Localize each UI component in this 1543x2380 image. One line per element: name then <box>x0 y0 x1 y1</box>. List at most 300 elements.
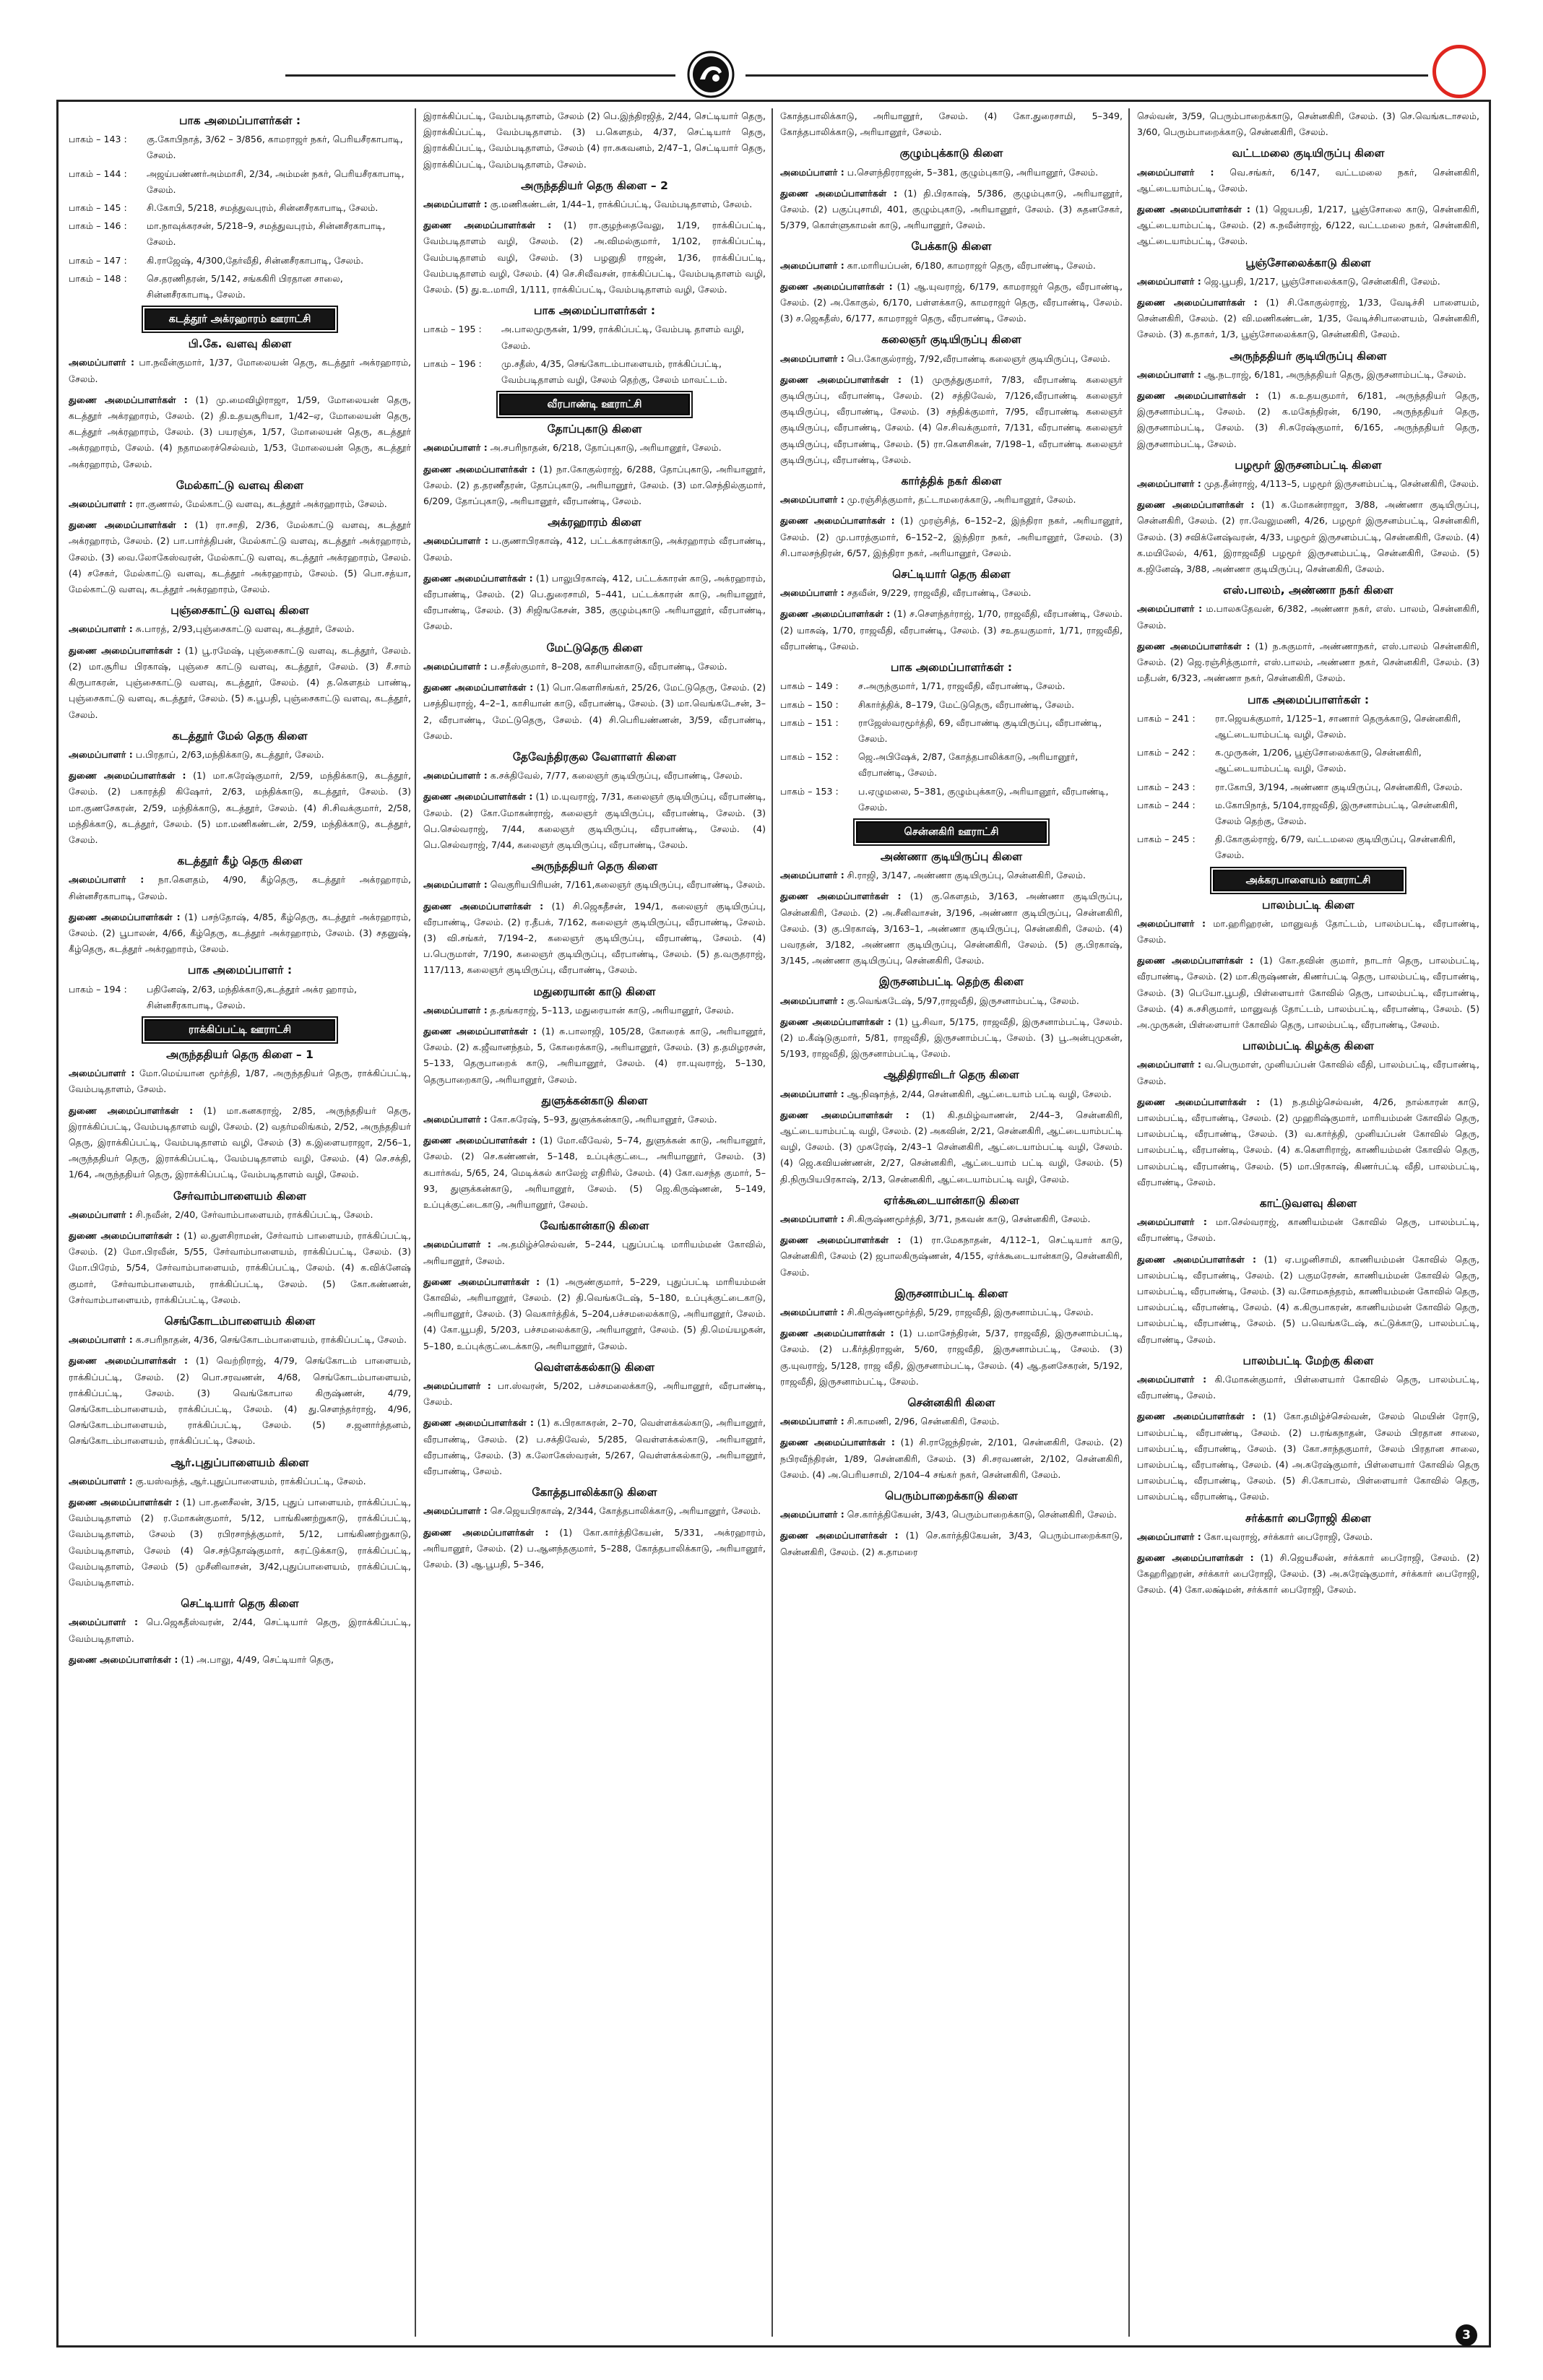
entry-text: (1) முரஞ்சித், 6–152–2, இந்திரா நகர், அரியானூர், சேலம். (2) மு.பாரத்குமார், 6–152–2, இந்திரா நகர், அரியானூர், சேலம். (3) சி.பாலசந்திரன், 6/57, இந்திரா நகர், அரியானூர், சேலம். <box>780 515 1123 558</box>
entry-text: (1) செ.கார்த்திகேயன், 3/43, பெரும்பாறைக்காடு, சென்னகிரி, சேலம். (2) க.தாமரை <box>780 1530 1123 1557</box>
entry-paragraph <box>780 1304 1123 1320</box>
entry-text: செ.ஜெயபிரகாஷ், 2/344, கோத்தபாலிக்காடு, அரியானூர், சேலம். <box>490 1505 761 1517</box>
booth-row <box>780 784 1123 815</box>
entry-paragraph <box>1137 108 1479 140</box>
entry-paragraph <box>423 108 766 173</box>
role-label: துணை அமைப்பாளர்கள் : <box>780 280 893 292</box>
role-label: துணை அமைப்பாளர்கள் : <box>423 463 535 475</box>
booth-row <box>780 715 1123 747</box>
entry-text: மா.ஹரிஹரன், மானுவத் தோட்டம், பாலம்பட்டி, வீரபாண்டி, சேலம். <box>1137 917 1479 945</box>
entry-text: (1) பா.தனசீலன், 3/15, புதுப் பாளையம், ராக்கிப்பட்டி, வேம்படிதாளம் (2) ர.மோகன்குமார், 5/12, பாங்கிணற்றுகாடு, ராக்கிப்பட்டி, வேம்படிதாளம், சேலம் (3) ரபிரசாந்த்குமார், 5/12, பாங்கிணற்றுகாடு, வேம்படிதாளம், சேலம் (4) செ.சந்தோஷ்குமார், சுரட்டுக்காடு, ராக்கிப்பட்டி, வேம்படிதாளம், சேலம் (5) முசீனிவாசன், 3/42,புதுப்பாளையம், ராக்கிப்பட்டி, வேம்படிதாளம். <box>69 1497 411 1588</box>
entry-text: (1) பொ.கௌரிசங்கர், 25/26, மேட்டுதெரு, சேலம். (2) பசத்தியராஜ், 4–2–1, காசியான் காடு, வீரபாண்டி, சேலம். (3) மா.வெங்கடேசன், 3–2, வீரபாண்டி, மேட்டுதெரு, சேலம். (4) சி.பெரியண்ணன், 3/59, வீரபாண்டி, சேலம். <box>423 682 766 741</box>
section-heading: கடத்தூர் கீழ் தெரு கிளை <box>177 854 303 868</box>
entry-paragraph <box>423 877 766 893</box>
role-label: அமைப்பாளர் : <box>423 1380 491 1392</box>
section-heading: காட்டுவளவு கிளை <box>1259 1196 1357 1210</box>
section-heading: அருந்ததியர் தெரு கிளை <box>531 860 658 873</box>
booth-number: பாகம் – 195 : <box>423 324 482 335</box>
column-3 <box>780 108 1123 2337</box>
entry-text: (1) சி.கோகுல்ராஜ், 1/33, வேடிச்சி பாளையம், சென்னகிரி, சேலம். (2) வி.மணிகண்டன், 1/35, வேடிச்சிபாளையம், சென்னகிரி, சேலம். (3) க.தாகர், 1/3, பூஞ்சோலைக்காடு, சென்னகிரி, சேலம். <box>1137 297 1479 340</box>
entry-text: ஆ.நிஷாந்த், 2/44, சென்னகிரி, ஆட்டையாம் பட்டி வழி, சேலம். <box>847 1088 1112 1099</box>
entry-paragraph <box>69 1474 411 1489</box>
entry-paragraph <box>1137 1408 1479 1505</box>
booth-organizer: தி.கோகுல்ராஜ், 6/79, வட்டமலை குடியிருப்பு, சென்னகிரி, சேலம். <box>1215 834 1456 861</box>
entry-paragraph <box>69 872 411 904</box>
entry-text: (1) பூ.சிவா, 5/175, ராஜவீதி, இருசனாம்பட்டி, சேலம். (2) ம.கீஷ்டுகுமார், 5/81, ராஜவீதி, இருசனாம்பட்டி, சேலம். (3) பூ.அன்புமுகன், 5/193, ராஜவீதி, இருசனாம்பட்டி, சேலம். <box>780 1016 1123 1060</box>
entry-paragraph <box>1137 367 1479 383</box>
red-circle-icon <box>1432 45 1486 98</box>
entry-text: பெ.ஜெகதீஸ்வரன், 2/44, செட்டியார் தெரு, இராக்கிப்பட்டி, வேம்படிதாளம். <box>69 1617 411 1644</box>
entry-paragraph <box>423 680 766 744</box>
panchayat-banner: அக்கரபாளையம் ஊராட்சி <box>1213 870 1404 891</box>
role-label: துணை அமைப்பாளர்கள் : <box>69 911 181 922</box>
role-label: அமைப்பாளர் : <box>423 535 488 547</box>
header-rule-left <box>285 74 675 77</box>
entry-paragraph <box>780 165 1123 181</box>
section-heading: பெரும்பாறைக்காடு கிளை <box>885 1489 1018 1503</box>
entry-paragraph <box>780 492 1123 508</box>
entry-paragraph <box>423 196 766 212</box>
entry-text: (1) ரா.சாதி, 2/36, மேல்காட்டு வளவு, கடத்தூர் அக்ரஹாரம், சேலம். (2) பா.பார்த்திபன், மேல்காட்டு வளவு, கடத்தூர் அக்ரஹாரம், சேலம். (3) வை.லோகேஸ்வரன், மேல்காட்டு வளவு, கடத்தூர் அக்ரஹாரம், சேலம். (4) சசேகர், மேல்காட்டு வளவு, கடத்தூர் அக்ரஹாரம், சேலம். (5) பொ.சத்யா, மேல்காட்டு வளவு, கடத்தூர் அக்ரஹாரம், சேலம். <box>69 519 411 595</box>
entry-text: வெ.சங்கர், 6/147, வட்டமலை நகர், சென்னகிரி, ஆட்டையாம்பட்டி, சேலம். <box>1137 166 1479 194</box>
booth-row <box>1137 745 1479 776</box>
entry-paragraph <box>780 108 1123 140</box>
booth-organizer: அஜய்பண்ணர்அம்மாசி, 2/34, அம்மன் நகர், பெரியசீரகாபாடி, சேலம். <box>147 168 405 195</box>
role-label: துணை அமைப்பாளர்கள் : <box>69 1653 178 1665</box>
entry-text: ப.சதீஸ்குமார், 8–208, காசியான்காடு, வீரபாண்டி, சேலம். <box>490 660 727 672</box>
booth-number: பாகம் – 152 : <box>780 751 839 763</box>
booth-organizer: செ.தரணிதரன், 5/142, சங்ககிரி பிரதான சாலை, சின்னசீரகாபாடி, சேலம். <box>147 272 343 300</box>
section-heading: எஸ்.பாலம், அண்ணா நகர் கிளை <box>1223 584 1393 597</box>
entry-paragraph <box>780 585 1123 601</box>
entry-paragraph <box>69 1207 411 1223</box>
role-label: அமைப்பாளர் : <box>423 770 488 782</box>
panchayat-banner: கடத்தூர் அக்ரஹாரம் ஊராட்சி <box>144 308 335 330</box>
entry-text: (1) நா.கோகுல்ராஜ், 6/288, தோப்புகாடு, அரியானூர், சேலம். (2) த.தரணீதரன், தோப்புகாடு, அரியானூர், சேலம். (3) மா.செந்தில்குமார், 6/209, தோப்புகாடு, அரியானூர், வீரபாண்டி, சேலம். <box>423 463 766 507</box>
entry-paragraph <box>69 496 411 512</box>
entry-text: (1) க.உதயகுமார், 6/181, அருந்ததியர் தெரு, இருசனாம்பட்டி, சேலம். (2) க.மகேந்திரன், 6/190, அருந்ததியர் தெரு, இருசனாம்பட்டி, சேலம். (3) சி.சுரேஷ்குமார், 6/165, அருந்ததியர் தெரு, இருசனாம்பட்டி, சேலம். <box>1137 390 1479 449</box>
section-heading: கலைஞர் குடியிருப்பு கிளை <box>881 333 1021 347</box>
entry-text: ப.குணாபிரகாஷ், 412, பட்டக்காரன்காடு, அக்ரஹாரம் வீரபாண்டி, சேலம். <box>423 535 766 563</box>
section-heading: கோத்தபாலிக்காடு கிளை <box>532 1486 657 1500</box>
role-label: அமைப்பாளர் : <box>780 1307 844 1317</box>
entry-text: (1) கோ.கார்த்திகேயன், 5/331, அக்ரஹாரம், அரியானூர், சேலம். (2) ப.ஆனந்தகுமார், 5–288, கோத்தபாலிக்காடு, அரியானூர், சேலம். (3) ஆ.பூபதி, 5–346, <box>423 1526 766 1570</box>
section-heading: பாக அமைப்பாளர்கள் : <box>533 304 656 318</box>
entry-text: செ.கார்த்திகேயன், 3/43, பெரும்பாறைக்காடு, சென்னகிரி, சேலம். <box>847 1509 1118 1520</box>
booth-organizer: ரா.ஜெயக்குமார், 1/125–1, சாணார் தெருக்காடு, சென்னகிரி, ஆட்டையாம்பட்டி வழி, சேலம். <box>1215 712 1461 740</box>
entry-text: சதவீன், 9/229, ராஜவீதி, வீரபாண்டி, சேலம். <box>847 587 1032 599</box>
section-heading: இருசனம்பட்டி தெற்கு கிளை <box>878 975 1024 989</box>
entry-text: க.சக்திவேல், 7/77, கலைஞர் குடியிருப்பு, வீரபாண்டி, சேலம். <box>490 770 743 782</box>
role-label: அமைப்பாளர் : <box>423 879 488 891</box>
panchayat-banner: வீரபாண்டி ஊராட்சி <box>499 394 690 415</box>
role-label: அமைப்பாளர் : <box>780 1509 844 1520</box>
entry-text: (1) ந.சுகுமார், அண்ணாநகர், எஸ்.பாலம் சென்னகிரி, சேலம். (2) ஜெ.ரஞ்சித்குமார், எஸ்.பாலம், அண்ணா நகர், சென்னகிரி, சேலம். (3) மதீபன், 6/323, அண்ணா நகர், சென்னகிரி, சேலம். <box>1137 640 1479 684</box>
entry-paragraph <box>1137 1057 1479 1089</box>
entry-paragraph <box>1137 497 1479 577</box>
entry-text: மு.ரஞ்சித்குமார், தட்டாமரைக்காடு, அரியானூர், சேலம். <box>847 494 1076 506</box>
booth-row <box>1137 711 1479 743</box>
entry-text: பெ.கோகுல்ராஜ், 7/92,வீரபாண்டி கலைஞர் குடியிருப்பு, சேலம். <box>847 352 1111 364</box>
booth-number: பாகம் – 241 : <box>1137 712 1196 724</box>
role-label: துணை அமைப்பாளர்கள் : <box>423 1135 536 1146</box>
role-label: அமைப்பாளர் : <box>69 748 133 760</box>
entry-paragraph <box>780 279 1123 327</box>
booth-organizer: அ.பாலமுருகன், 1/99, ராக்கிப்பட்டி, வேம்படி தாளம் வழி, சேலம். <box>501 324 745 351</box>
booth-organizer: ராஜேஸ்வரமூர்த்தி, 69, வீரபாண்டி குடியிருப்பு, வீரபாண்டி, சேலம். <box>858 717 1102 744</box>
entry-text: (1) கு.கௌதம், 3/163, அண்ணா குடியிருப்பு, சென்னகிரி, சேலம். (2) அ.சீனிவாசன், 3/196, அண்ணா குடியிருப்பு, சென்னகிரி, சேலம். (3) கு.பிரகாஷ், 3/163–1, அண்ணா குடியிருப்பு, சென்னகிரி, சேலம். (4) பவரதன், 3/182, அண்ணா குடியிருப்பு, சென்னகிரி, சேலம். (5) கு.பிரகாஷ், 3/145, அண்ணா குடியிருப்பு, சென்னகிரி, சேலம். <box>780 891 1123 966</box>
entry-paragraph <box>780 867 1123 883</box>
entry-text: சி.காமணி, 2/96, சென்னகிரி, சேலம். <box>847 1416 1000 1427</box>
entry-text: (1) கி.தமிழ்வாணன், 2/44–3, சென்னகிரி, ஆட்டையாம்பட்டி வழி, சேலம். (2) அகவின், 2/21, சென்னகிரி, ஆட்டையாம்பட்டி வழி, சேலம். (3) முசுரேஷ், 2/43–1 சென்னகிரி, ஆட்டையாம்பட்டி வழி, சேலம். (4) ஜெ.கவியண்ணன், 2/27, சென்னகிரி, ஆட்டையாம் பட்டி வழி, சேலம். (5) தி.நிருபியபிரகாஷ், 2/13, சென்னகிரி, ஆட்டையாம்பட்டி வழி, சேலம். <box>780 1109 1123 1185</box>
entry-paragraph <box>423 768 766 784</box>
booth-organizer: கு.கோபிநாத், 3/62 – 3/856, காமராஜர் நகர், பெரியசீரகாபாடி, சேலம். <box>147 134 403 161</box>
role-label: துணை அமைப்பாளர்கள் : <box>69 519 188 531</box>
entry-paragraph <box>1137 1372 1479 1403</box>
entry-text: முத.தீன்ராஜ், 4/113–5, பழமூர் இருசனம்பட்டி, சென்னகிரி, சேலம். <box>1203 478 1479 490</box>
entry-paragraph <box>1137 1094 1479 1190</box>
entry-paragraph <box>423 571 766 635</box>
entry-text: செல்வன், 3/59, பெரும்பாறைக்காடு, சென்னகிரி, சேலம். (3) செ.வெங்கடாசலம், 3/60, பெரும்பாறைக்காடு, சென்னகிரி, சேலம். <box>1137 111 1479 138</box>
booth-organizer: சி.கோபி, 5/218, சமத்துவபுரம், சின்னசீரகாபாடி, சேலம். <box>147 202 379 214</box>
entry-text: கு.மணிகண்டன், 1/44–1, ராக்கிப்பட்டி, வேம்படிதாளம், சேலம். <box>490 199 753 210</box>
entry-text: சி.ராஜி, 3/147, அண்ணா குடியிருப்பு, சென்னகிரி, சேலம். <box>847 870 1086 881</box>
role-label: அமைப்பாளர் : <box>1137 275 1201 287</box>
entry-paragraph <box>1137 1252 1479 1348</box>
entry-paragraph <box>780 1325 1123 1390</box>
entry-text: மோ.மெய்யான மூர்த்தி, 1/87, அருந்ததியர் தெரு, ராக்கிப்பட்டி, வேம்படிதாளம், சேலம். <box>69 1068 411 1095</box>
role-label: துணை அமைப்பாளர்கள் : <box>423 220 552 231</box>
party-emblem-icon <box>687 51 735 98</box>
entry-text: (1) பாலுபிரகாஷ், 412, பட்டக்காரன் காடு, அக்ரஹாரம், வீரபாண்டி, சேலம். (2) பெ.துரைசாமி, 5–441, பட்டக்காரன் காடு, அரியானூர், வீரபாண்டி, சேலம். (3) சிஜிஙகேசன், 385, குழும்புகாடு அரியானூர், வீரபாண்டி, சேலம். <box>423 572 766 632</box>
role-label: அமைப்பாளர் : <box>780 1213 844 1224</box>
section-heading: தேவேந்திரகுல வேளாளர் கிளை <box>512 750 677 763</box>
entry-text: (1) பசந்தோஷ், 4/85, கீழ்தெரு, கடத்தூர் அக்ரஹாரம், சேலம். (2) பூபாலன், 4/66, கீழ்தெரு, கடத்தூர் அக்ரஹாரம், சேலம். (3) சதனுஷ், கீழ்தெரு, கடத்தூர் அக்ரஹாரம், சேலம். <box>69 911 411 955</box>
entry-text: சி.கிருஷ்ணமூர்த்தி, 5/29, ராஜவீதி, இருசனாம்பட்டி, சேலம். <box>847 1307 1094 1317</box>
role-label: அமைப்பாளர் : <box>423 1239 491 1250</box>
entry-text: ஜெ.பூபதி, 1/217, பூஞ்சோலைக்காடு, சென்னகிரி, சேலம். <box>1203 275 1440 287</box>
role-label: துணை அமைப்பாளர்கள் : <box>1137 1552 1254 1564</box>
entry-paragraph <box>423 1274 766 1354</box>
section-heading: பேக்காடு கிளை <box>911 240 992 254</box>
entry-paragraph <box>780 186 1123 234</box>
section-heading: சர்க்கார் பைரோஜி கிளை <box>1245 1511 1371 1525</box>
entry-paragraph <box>423 1003 766 1018</box>
entry-paragraph <box>423 440 766 456</box>
entry-text: வெகுரியபிரியன், 7/161,கலைஞர் குடியிருப்பு, வீரபாண்டி, சேலம். <box>490 879 766 891</box>
entry-text: சி.நவீன், 2/40, சேர்வாம்பாளையம், ராக்கிப்பட்டி, சேலம். <box>135 1208 373 1220</box>
section-heading: மதுரையான் காடு கிளை <box>533 985 656 998</box>
column-2 <box>423 108 766 2337</box>
entry-paragraph <box>780 606 1123 654</box>
booth-number: பாகம் – 244 : <box>1137 799 1196 810</box>
role-label: துணை அமைப்பாளர்கள் : <box>780 187 897 199</box>
section-heading: பழமூர் இருசனம்பட்டி கிளை <box>1235 458 1382 472</box>
role-label: அமைப்பாளர் : <box>780 995 844 1006</box>
booth-organizer: க.முருகன், 1/206, பூஞ்சோலைக்காடு, சென்னகிரி, ஆட்டையாம்பட்டி வழி, சேலம். <box>1215 747 1422 774</box>
entry-text: (1) சு.பாலாஜி, 105/28, கோரைக் காடு, அரியானூர், சேலம். (2) க.ஜீவானந்தம், 5, கோரைக்காடு, அரியானூர், சேலம். (3) த.தமிழரசன், 5–133, தெருபாறைக் காடு, அரியானூர், சேலம். (4) ரா.யுவராஜ், 5–130, தெருபாறைகாடு, அரியானூர், சேலம். <box>423 1025 766 1085</box>
role-label: அமைப்பாளர் : <box>69 1068 135 1079</box>
booth-row <box>69 253 411 269</box>
role-label: துணை அமைப்பாளர்கள் : <box>69 1497 179 1508</box>
entry-text: (1) ச.சௌந்தர்ராஜ், 1/70, ராஜவீதி, வீரபாண்டி, சேலம். (2) யாசுஷ், 1/70, ராஜவீதி, வீரபாண்டி, சேலம். (3) சஉதயகுமார், 1/71, ராஜவீதி, வீரபாண்டி, சேலம். <box>780 608 1123 652</box>
entry-text: வ.பெருமாள், முனியப்பன் கோவில் வீதி, பாலம்பட்டி, வீரபாண்டி, சேலம். <box>1137 1059 1479 1086</box>
entry-paragraph <box>69 747 411 763</box>
entry-paragraph <box>1137 1550 1479 1598</box>
booth-row <box>69 982 411 1013</box>
booth-organizer: மு.சதீஸ், 4/35, செங்கோடம்பாளையம், ராக்கிப்பட்டி, வேம்படிதாளம் வழி, சேலம் தெற்கு, சேலம் மாவட்டம். <box>501 358 727 386</box>
entry-text: (1) ஏ.பழனிசாமி, காணியம்மன் கோவில் தெரு, பாலம்பட்டி, வீரபாண்டி, சேலம். (2) பகுமரேசன், காணியம்மன் கோவில் தெரு, பாலம்பட்டி, வீரபாண்டி, சேலம். (3) வ.சோமசுந்தரம், காணியம்மன் கோவில் தெரு, பாலம்பட்டி, வீரபாண்டி, சேலம். (4) க.கிருபாகரன், காணியம்மன் கோவில் தெரு, பாலம்பட்டி, வீரபாண்டி, சேலம். (5) ப.வெங்கடேஷ், சுட்டுக்காடு, பாலம்பட்டி, வீரபாண்டி, சேலம். <box>1137 1253 1479 1345</box>
section-heading: பாலம்பட்டி மேற்கு கிளை <box>1242 1354 1374 1367</box>
role-label: அமைப்பாளர் : <box>423 199 488 210</box>
role-label: துணை அமைப்பாளர்கள் : <box>1137 1096 1261 1107</box>
role-label: அமைப்பாளர் : <box>780 1416 844 1427</box>
entry-paragraph <box>1137 601 1479 633</box>
role-label: துணை அமைப்பாளர்கள் : <box>69 1104 194 1116</box>
role-label: துணை அமைப்பாளர்கள் : <box>1137 1411 1256 1422</box>
entry-paragraph <box>423 533 766 565</box>
header-rule-right <box>745 74 1428 77</box>
role-label: துணை அமைப்பாளர்கள் : <box>780 373 902 385</box>
role-label: துணை அமைப்பாளர்கள் : <box>1137 955 1254 966</box>
entry-text: (1) ஆ.யுவராஜ், 6/179, காமராஜர் தெரு, வீரபாண்டி, சேலம். (2) அ.கோகுல், 6/170, பள்ளக்காடு, காமராஜர் தெரு, வீரபாண்டி, சேலம். (3) ச.ஜெகதீஸ், 6/177, காமராஜர் தெரு, வீரபாண்டி, சேலம். <box>780 280 1123 324</box>
role-label: அமைப்பாளர் : <box>780 587 844 599</box>
booth-organizer: ச.அருந்குமார், 1/71, ராஜவீதி, வீரபாண்டி, சேலம். <box>858 680 1066 692</box>
entry-paragraph <box>780 351 1123 367</box>
entry-paragraph <box>423 462 766 510</box>
entry-paragraph <box>69 621 411 637</box>
entry-text: நா.கௌதம், 4/90, கீழ்தெரு, கடத்தூர் அக்ரஹாரம், சின்னசீரகாபாடி, சேலம். <box>69 874 411 901</box>
entry-text: ப.பிரதாப், 2/63,மந்திக்காடு, கடத்தூர், சேலம். <box>135 748 324 760</box>
booth-number: பாகம் – 243 : <box>1137 781 1196 792</box>
entry-text: (1) அ.பாலு, 4/49, செட்டியார் தெரு, <box>181 1653 334 1665</box>
panchayat-banner: சென்னகிரி ஊராட்சி <box>856 821 1047 843</box>
booth-row <box>69 271 411 303</box>
entry-text: கா.மாரியப்பன், 6/180, காமராஜர் தெரு, வீரபாண்டி, சேலம். <box>847 259 1096 271</box>
role-label: துணை அமைப்பாளர்கள் : <box>423 791 533 802</box>
entry-text: ம.பாலசுதேவன், 6/382, அண்ணா நகர், எஸ். பாலம், சென்னகிரி, சேலம். <box>1137 603 1479 631</box>
entry-paragraph <box>780 1232 1123 1281</box>
role-label: அமைப்பாளர் : <box>1137 478 1201 490</box>
section-heading: புஞ்சைகாட்டு வளவு கிளை <box>170 604 309 618</box>
role-label: துணை அமைப்பாளர்கள் : <box>780 1016 891 1027</box>
booth-row <box>423 321 766 353</box>
entry-text: (1) ஜெயபதி, 1/217, பூஞ்சோலை காடு, சென்னகிரி, ஆட்டையாம்பட்டி, சேலம். (2) க.நவீன்ராஜ், 6/122, வட்டமலை நகர், சென்னகிரி, ஆட்டையாம்பட்டி, சேலம். <box>1137 204 1479 247</box>
role-label: அமைப்பாளர் : <box>780 259 844 271</box>
entry-text: ஆ.நடராஜ், 6/181, அருந்ததியர் தெரு, இருசனாம்பட்டி, சேலம். <box>1203 368 1466 380</box>
role-label: துணை அமைப்பாளர்கள் : <box>69 1229 180 1241</box>
role-label: துணை அமைப்பாளர்கள் : <box>780 1328 894 1339</box>
role-label: அமைப்பாளர் : <box>780 494 844 506</box>
role-label: துணை அமைப்பாளர்கள் : <box>1137 390 1259 402</box>
section-heading: மேல்காட்டு வளவு கிளை <box>176 478 304 492</box>
entry-paragraph <box>423 1133 766 1213</box>
entry-text: மா.செல்வராஜ், காணியம்மன் கோவில் தெரு, பாலம்பட்டி, வீரபாண்டி, சேலம். <box>1137 1216 1479 1244</box>
column-divider <box>1128 108 1130 2337</box>
entry-paragraph <box>69 1228 411 1308</box>
entry-text: (1) க.பிரகாசுரன், 2–70, வெள்ளக்கல்காடு, அரியானூர், வீரபாண்டி, சேலம். (2) ப.சக்திவேல், 5/285, வெள்ளக்கல்காடு, அரியானூர், வீரபாண்டி, சேலம். (3) க.லோகேஸ்வரன், 5/267, வெள்ளக்கல்காடு, அரியானூர், வீரபாண்டி, சேலம். <box>423 1417 766 1477</box>
role-label: அமைப்பாளர் : <box>1137 368 1201 380</box>
role-label: துணை அமைப்பாளர்கள் : <box>780 1109 909 1120</box>
booth-row <box>1137 779 1479 795</box>
entry-text: கு.வெங்கடேஷ், 5/97,ராஜவீதி, இருசனாம்பட்டி, சேலம். <box>847 995 1079 1006</box>
booth-number: பாகம் – 196 : <box>423 358 482 369</box>
booth-organizer: கி.ராஜேஷ், 4/300,தேர்வீதி, சின்னசீரகாபாடி, சேலம். <box>147 254 364 266</box>
booth-number: பாகம் – 245 : <box>1137 834 1196 845</box>
entry-text: (1) மா.கனகராஜ், 2/85, அருந்ததியர் தெரு, இராக்கிப்பட்டி, வேம்படிதாளம் வழி, சேலம். (2) வதர்மலிங்கம், 2/52, அருந்ததியர் தெரு, இராக்கிப்பட்டி, வேம்படிதாளம் வழி, சேலம் (3) க.இளையராஜா, 2/56–1, அருந்ததியர் தெரு, இராக்கிப்பட்டி, வேம்படிதாளம் வழி, சேலம். (4) செ.சக்தி, 1/64, அருந்ததியர் தெரு, இராக்கிப்பட்டி, வேம்படிதாளம் வழி, சேலம். <box>69 1104 411 1180</box>
entry-text: கி.மோகன்குமார், பிள்ளையார் கோவில் தெரு, பாலம்பட்டி, வீரபாண்டி, சேலம். <box>1137 1374 1479 1401</box>
booth-row <box>69 200 411 216</box>
section-heading: பாலம்பட்டி கிழக்கு கிளை <box>1242 1039 1375 1053</box>
entry-text: பா.நவீன்குமார், 1/37, மோலையன் தெரு, கடத்தூர் அக்ரஹாரம், சேலம். <box>69 357 411 384</box>
role-label: துணை அமைப்பாளர்கள் : <box>69 1355 189 1367</box>
booth-number: பாகம் – 148 : <box>69 272 127 284</box>
entry-paragraph <box>69 909 411 958</box>
booth-row <box>69 131 411 163</box>
section-heading: அக்ரஹாரம் கிளை <box>548 516 641 529</box>
section-heading: அருந்ததியர் தெரு கிளை – 2 <box>521 178 668 192</box>
section-heading: பாக அமைப்பாளர்கள் : <box>890 661 1013 675</box>
booth-row <box>69 218 411 250</box>
entry-text: (1) ம.யுவராஜ், 7/31, கலைஞர் குடியிருப்பு, வீரபாண்டி, சேலம். (2) கோ.மோகன்ராஜ், கலைஞர் குடியிருப்பு, வீரபாண்டி, சேலம். (3) பெ.செல்வராஜ், 7/44, கலைஞர் குடியிருப்பு, வீரபாண்டி, சேலம். (4) பெ.செல்வராஜ், 7/44, கலைஞர் குடியிருப்பு, வீரபாண்டி, சேலம். <box>423 791 766 850</box>
role-label: துணை அமைப்பாளர்கள் : <box>423 1025 537 1037</box>
page-number: 3 <box>1456 2324 1477 2346</box>
entry-paragraph <box>1137 639 1479 687</box>
role-label: துணை அமைப்பாளர்கள் : <box>69 770 186 782</box>
role-label: அமைப்பாளர் : <box>69 1475 133 1487</box>
booth-number: பாகம் – 150 : <box>780 698 839 710</box>
entry-paragraph <box>780 1107 1123 1187</box>
section-heading: செங்கோடம்பாளையம் கிளை <box>164 1315 316 1328</box>
entry-text: பா.ஸ்வரன், 5/202, பச்சமலைக்காடு, அரியானூர், வீரபாண்டி, சேலம். <box>423 1380 766 1408</box>
section-heading: பாக அமைப்பாளர்கள் : <box>178 114 301 127</box>
booth-organizer: ரா.கோபி, 3/194, அண்ணா குடியிருப்பு, சென்னகிரி, சேலம். <box>1215 781 1463 792</box>
panchayat-banner: ராக்கிப்பட்டி ஊராட்சி <box>144 1019 335 1041</box>
entry-text: ரா.குணால், மேல்காட்டு வளவு, கடத்தூர் அக்ரஹாரம், சேலம். <box>135 498 387 510</box>
role-label: துணை அமைப்பாளர்கள் : <box>1137 640 1250 652</box>
entry-paragraph <box>423 1503 766 1519</box>
entry-paragraph <box>423 659 766 675</box>
entry-paragraph <box>780 1211 1123 1227</box>
booth-organizer: பதினேஷ், 2/63, மந்திக்காடு,கடத்தூர் அக்ர ஹாரம், சின்னசீரகாபாடி, சேலம். <box>147 983 358 1011</box>
section-heading: பாக அமைப்பாளர்கள் : <box>1247 693 1370 706</box>
booth-number: பாகம் – 146 : <box>69 220 127 232</box>
column-divider <box>772 108 773 2337</box>
entry-paragraph <box>780 1086 1123 1102</box>
booth-organizer: ம.கோபிநாத், 5/104,ராஜவீதி, இருசனாம்பட்டி, சென்னகிரி, சேலம் தெற்கு, சேலம். <box>1215 799 1458 826</box>
booth-number: பாகம் – 143 : <box>69 134 127 145</box>
booth-number: பாகம் – 149 : <box>780 680 839 692</box>
section-heading: பாலம்பட்டி கிளை <box>1262 898 1354 912</box>
booth-number: பாகம் – 153 : <box>780 785 839 797</box>
entry-paragraph <box>780 1414 1123 1429</box>
section-heading: வட்டமலை குடியிருப்பு கிளை <box>1232 147 1385 160</box>
role-label: துணை அமைப்பாளர்கள் : <box>1137 1253 1257 1265</box>
booth-number: பாகம் – 242 : <box>1137 747 1196 758</box>
booth-organizer: ப.ஏழுமலை, 5–381, குழும்புக்காடு, அரியானூர், வீரபாண்டி, சேலம். <box>858 785 1109 813</box>
role-label: அமைப்பாளர் : <box>1137 166 1214 178</box>
entry-paragraph <box>780 1507 1123 1523</box>
entry-paragraph <box>1137 165 1479 196</box>
entry-paragraph <box>423 1237 766 1268</box>
entry-text: கோ.யுவராஜ், சர்க்கார் பைரோஜி, சேலம். <box>1203 1531 1373 1542</box>
role-label: அமைப்பாளர் : <box>780 352 844 364</box>
entry-paragraph <box>69 1332 411 1348</box>
section-heading: துளுக்கன்காடு கிளை <box>541 1094 648 1107</box>
role-label: அமைப்பாளர் : <box>423 442 488 454</box>
entry-paragraph <box>69 1103 411 1183</box>
role-label: அமைப்பாளர் : <box>69 874 144 886</box>
entry-text: க.சபரிநாதன், 4/36, செங்கோடம்பாளையம், ராக்கிப்பட்டி, சேலம். <box>135 1334 407 1346</box>
role-label: துணை அமைப்பாளர்கள் : <box>780 1234 902 1246</box>
section-heading: வெள்ளக்கல்காடு கிளை <box>534 1360 655 1374</box>
entry-paragraph <box>69 1652 411 1668</box>
section-heading: கார்த்திக் நகர் கிளை <box>901 475 1002 488</box>
role-label: அமைப்பாளர் : <box>1137 917 1206 929</box>
entry-text: சி.கிருஷ்ணமூர்த்தி, 3/71, நகவன் காடு, சென்னகிரி, சேலம். <box>847 1213 1091 1224</box>
entry-text: ப.சௌந்திரராஜன், 5–381, குழும்புகாடு, அரியானூர், சேலம். <box>847 166 1099 178</box>
entry-paragraph <box>1137 295 1479 343</box>
entry-text: இராக்கிப்பட்டி, வேம்படிதாளம், சேலம் (2) பெ.இந்திரஜித், 2/44, செட்டியார் தெரு, இராக்கிப்பட்டி, வேம்படிதாளம். (3) ப.கௌதம், 4/37, செட்டியார் தெரு, இராக்கிப்பட்டி, வேம்படிதாளம், சேலம் (4) ரா.சுகவனம், 2/47–1, செட்டியார் தெரு, இராக்கிப்பட்டி, வேம்படிதாளம், சேலம். <box>423 111 766 170</box>
role-label: அமைப்பாளர் : <box>69 357 135 368</box>
role-label: அமைப்பாளர் : <box>69 498 133 510</box>
role-label: அமைப்பாளர் : <box>1137 1216 1207 1228</box>
entry-text: கோ.சுரேஷ், 5–93, துளுக்கன்காடு, அரியானூர், சேலம். <box>490 1113 717 1125</box>
entry-paragraph <box>69 643 411 723</box>
column-4 <box>1137 108 1479 2337</box>
entry-text: (1) கோ.தமிழ்ச்செல்வன், சேலம் மெயின் ரோடு, பாலம்பட்டி, வீரபாண்டி, சேலம். (2) ப.ரங்கநாதன், சேலம் பிரதான சாலை, பாலம்பட்டி, வீரபாண்டி, சேலம். (3) கோ.சாந்தகுமார், சேலம் பிரதான சாலை, பாலம்பட்டி, வீரபாண்டி, சேலம். (4) அ.சுரேஷ்குமார், பிள்ளையார் கோவில் தெரு பாலம்பட்டி, வீரபாண்டி, சேலம். (5) சி.கோபால், பிள்ளையார் கோவில் தெரு, பாலம்பட்டி, வீரபாண்டி, சேலம். <box>1137 1411 1479 1502</box>
entry-text: (1) முருத்துகுமார், 7/83, வீரபாண்டி கலைஞர் குடியிருப்பு, வீரபாண்டி, சேலம். (2) சத்திவேல், 7/126,வீரபாண்டி கலைஞர் குடியிருப்பு, வீரபாண்டி, சேலம். (3) சந்திக்குமார், 7/95, வீரபாண்டி கலைஞர் குடியிருப்பு, வீரபாண்டி, சேலம். (4) செ.சிவக்குமார், 7/131, வீரபாண்டி கலைஞர் குடியிருப்பு, வீரபாண்டி, சேலம். (5) ரா.கௌசிகன், 7/198–1, வீரபாண்டி கலைஞர் குடியிருப்பு, வீரபாண்டி, சேலம். <box>780 373 1123 465</box>
entry-paragraph <box>423 1024 766 1088</box>
entry-text: (1) மா.சுரேஷ்குமார், 2/59, மந்திக்காடு, கடத்தூர், சேலம். (2) பகாரத்தி கிஷோர், 2/63, மந்திக்காடு, கடத்தூர், சேலம். (3) மா.குணசேகரன், 2/59, மந்திக்காடு, கடத்தூர், சேலம். (4) சி.சிவக்குமார், 2/58, மந்திக்காடு, கடத்தூர், சேலம். (5) மா.மணிகண்டன், 2/59, மந்திக்காடு, கடத்தூர், சேலம். <box>69 770 411 845</box>
booth-row <box>1137 797 1479 829</box>
role-label: அமைப்பாளர் : <box>423 660 488 672</box>
booth-number: பாகம் – 151 : <box>780 717 839 728</box>
entry-paragraph <box>1137 202 1479 250</box>
entry-paragraph <box>423 789 766 853</box>
section-heading: அண்ணா குடியிருப்பு கிளை <box>880 849 1023 863</box>
booth-number: பாகம் – 144 : <box>69 168 127 179</box>
entry-paragraph <box>69 517 411 597</box>
role-label: துணை அமைப்பாளர்கள் : <box>69 644 181 656</box>
booth-number: பாகம் – 145 : <box>69 202 127 214</box>
role-label: அமைப்பாளர் : <box>69 1617 139 1628</box>
role-label: அமைப்பாளர் : <box>1137 1531 1201 1542</box>
role-label: துணை அமைப்பாளர்கள் : <box>780 891 902 902</box>
booth-row <box>780 697 1123 713</box>
section-heading: சேர்வாம்பாளையம் கிளை <box>173 1189 306 1203</box>
entry-text: (1) மு.மைவிழிராஜா, 1/59, மோலையன் தெரு, கடத்தூர் அக்ரஹாரம், சேலம். (2) தி.உதயசூரியா, 1/42–ஏ, மோலையன் தெரு, கடத்தூர் அக்ரஹாரம், சேலம். (3) பயரஞ்சு, 1/57, மோலையன் தெரு, கடத்தூர் அக்ரஹாரம், சேலம். (4) நதாமரைச்செல்வம், 1/53, மோலையன் தெரு, கடத்தூர் அக்ரஹாரம், சேலம். <box>69 394 411 469</box>
entry-paragraph <box>69 768 411 848</box>
section-heading: வேங்கான்காடு கிளை <box>540 1219 649 1233</box>
entry-paragraph <box>423 899 766 979</box>
role-label: அமைப்பாளர் : <box>423 1113 488 1125</box>
section-heading: கடத்தூர் மேல் தெரு கிளை <box>172 729 308 743</box>
section-heading: பூஞ்சோலைக்காடு கிளை <box>1245 256 1371 269</box>
entry-text: (1) க.மோகன்ராஜா, 3/88, அண்ணா குடியிருப்பு, சென்னகிரி, சேலம். (2) ரா.வேலுமணி, 4/26, பழமூர் இருசனம்பட்டி, சென்னகிரி, சேலம். (3) சவிக்னேஷ்வரன், 4/33, பழமூர் இருசனம்பட்டி, சென்னகிரி, சேலம். (4) க.மயிலேல், 4/61, இராஜவீதி பழமூர் இருசனம்பட்டி, சென்னகிரி, சேலம். (5) க.ஜினேஷ், 3/88, அண்ணா குடியிருப்பு, சென்னகிரி, சேலம். <box>1137 499 1479 575</box>
section-heading: அருந்ததியர் குடியிருப்பு கிளை <box>1229 349 1387 363</box>
role-label: அமைப்பாளர் : <box>69 623 133 635</box>
role-label: அமைப்பாளர் : <box>780 870 844 881</box>
entry-paragraph <box>69 355 411 386</box>
booth-row <box>780 678 1123 694</box>
role-label: துணை அமைப்பாளர்கள் : <box>423 682 534 693</box>
role-label: துணை அமைப்பாளர்கள் : <box>69 394 188 405</box>
section-heading: குழும்புக்காடு கிளை <box>899 147 1003 160</box>
role-label: துணை அமைப்பாளர்கள் : <box>423 1276 540 1287</box>
entry-paragraph <box>780 1435 1123 1483</box>
entry-paragraph <box>1137 1529 1479 1545</box>
